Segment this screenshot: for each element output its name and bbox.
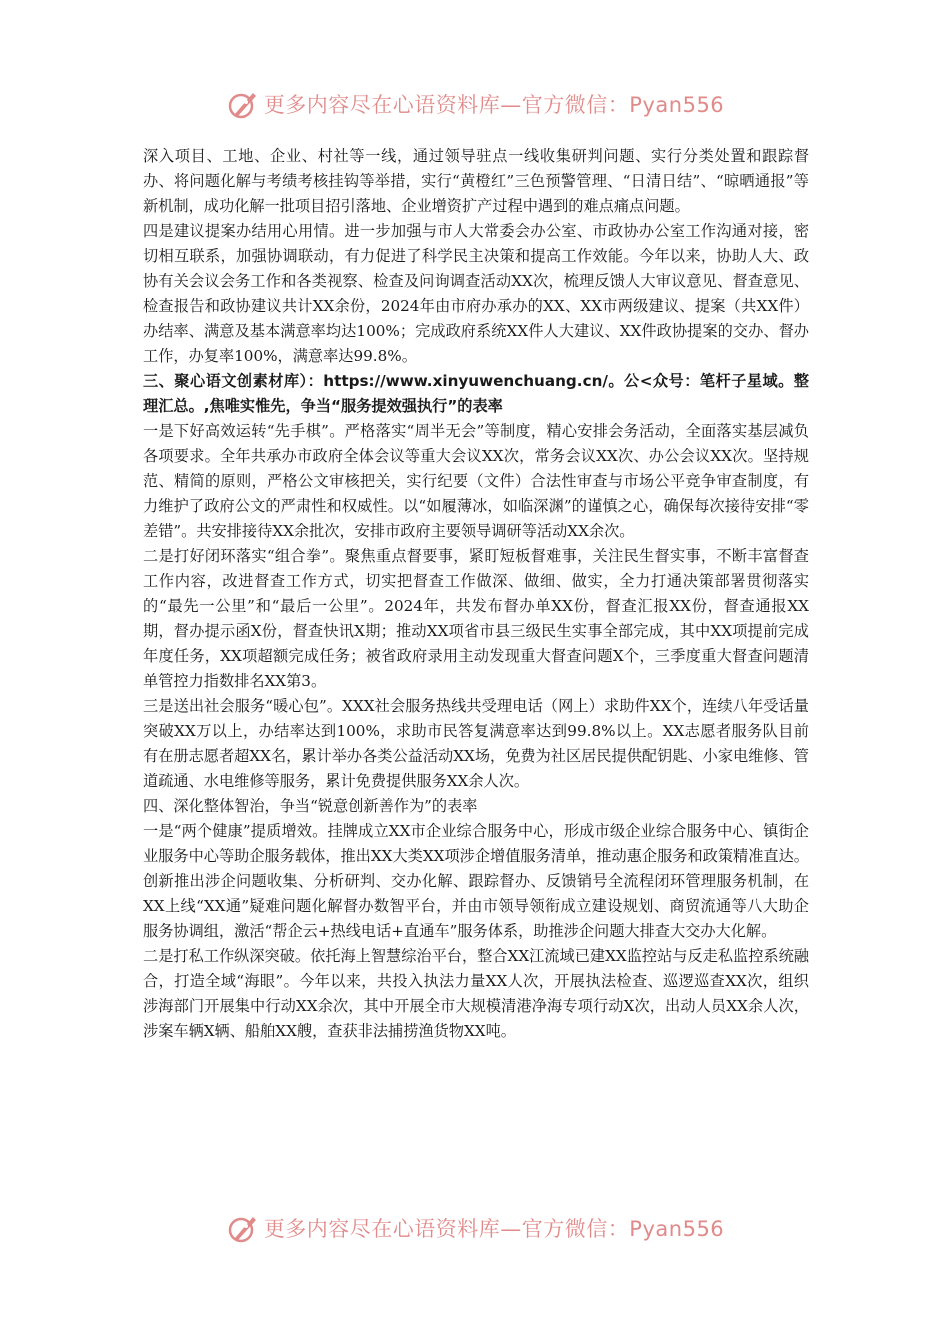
- pen-nib-circle-icon: [226, 87, 260, 121]
- section-heading: 三、聚心语文创素材库）：https://www.xinyuwenchuang.cn/。公<众号：笔杆子星域。整理汇总。,焦唯实惟先，争当“服务提效强执行”的表率: [143, 372, 809, 415]
- document-body: [143, 144, 809, 1044]
- paragraph: 一是“两个健康”提质增效。挂牌成立XX市企业综合服务中心，形成市级企业综合服务中心、镇街企业服务中心等助企服务载体，推出XX大类XX项涉企增值服务清单，推动惠企服务和政策精准直达。创新推出涉企问题收集、分析研判、交办化解、跟踪督办、反馈销号全流程闭环管理服务机制，在XX上线“XX通”疑难问题化解督办数智平台，并由市领导领衔成立建设规划、商贸流通等八大助企服务协调组，激活“帮企云+热线电话+直通车”服务体系，助推涉企问题大排查大交办大化解。: [143, 822, 809, 940]
- paragraph: 二是打私工作纵深突破。依托海上智慧综治平台，整合XX江流域已建XX监控站与反走私监控系统融合，打造全域“海眼”。今年以来，共投入执法力量XX人次，开展执法检查、巡逻巡查XX次，组织涉海部门开展集中行动XX余次，其中开展全市大规模清港净海专项行动X次，出动人员XX余人次，涉案车辆X辆、船舶XX艘，查获非法捕捞渔货物XX吨。: [143, 947, 809, 1040]
- paragraph: 深入项目、工地、企业、村社等一线，通过领导驻点一线收集研判问题、实行分类处置和跟踪督办、将问题化解与考绩考核挂钩等举措，实行“黄橙红”三色预警管理、“日清日结”、“晾晒通报”等新机制，成功化解一批项目招引落地、企业增资扩产过程中遇到的难点痛点问题。: [143, 147, 809, 215]
- header-banner: [0, 84, 950, 124]
- pen-nib-circle-icon: [226, 1211, 260, 1245]
- footer-banner: [0, 1208, 950, 1248]
- paragraph: 四是建议提案办结用心用情。进一步加强与市人大常委会办公室、市政协办公室工作沟通对接，密切相互联系，加强协调联动，有力促进了科学民主决策和提高工作效能。今年以来，协助人大、政协有关会议会务工作和各类视察、检查及问询调查活动XX次，梳理反馈人大审议意见、督查意见、检查报告和政协建议共计XX余份，2024年由市府办承办的XX、XX市两级建议、提案（共XX件）办结率、满意及基本满意率均达100%；完成政府系统XX件人大建议、XX件政协提案的交办、督办工作，办复率100%，满意率达99.8%。: [143, 222, 809, 365]
- banner-text: 更多内容尽在心语资料库—官方微信：Pyan556: [263, 1217, 725, 1241]
- paragraph: 三是送出社会服务“暖心包”。XXX社会服务热线共受理电话（网上）求助件XX个，连续八年受话量突破XX万以上，办结率达到100%，求助市民答复满意率达到99.8%以上。XX志愿者服务队目前有在册志愿者超XX名，累计举办各类公益活动XX场，免费为社区居民提供配钥匙、小家电维修、管道疏通、水电维修等服务，累计免费提供服务XX余人次。: [143, 697, 809, 790]
- banner-text: 更多内容尽在心语资料库—官方微信：Pyan556: [263, 93, 725, 117]
- paragraph: 一是下好高效运转“先手棋”。严格落实“周半无会”等制度，精心安排会务活动，全面落实基层减负各项要求。全年共承办市政府全体会议等重大会议XX次，常务会议XX次、办公会议XX次。坚持规范、精简的原则，严格公文审核把关，实行纪要（文件）合法性审查与市场公平竞争审查制度，有力维护了政府公文的严肃性和权威性。以“如履薄冰，如临深渊”的谨慎之心，确保每次接待安排“零差错”。共安排接待XX余批次，安排市政府主要领导调研等活动XX余次。: [143, 422, 809, 540]
- paragraph: 二是打好闭环落实“组合拳”。聚焦重点督要事，紧盯短板督难事，关注民生督实事，不断丰富督查工作内容，改进督查工作方式，切实把督查工作做深、做细、做实，全力打通决策部署贯彻落实的“最先一公里”和“最后一公里”。2024年，共发布督办单XX份，督查汇报XX份，督查通报XX期，督办提示函X份，督查快讯X期；推动XX项省市县三级民生实事全部完成，其中XX项提前完成年度任务，XX项超额完成任务；被省政府录用主动发现重大督查问题X个，三季度重大督查问题清单管控力指数排名XX第3。: [143, 547, 809, 690]
- section-heading: 四、深化整体智治，争当“锐意创新善作为”的表率: [143, 797, 478, 815]
